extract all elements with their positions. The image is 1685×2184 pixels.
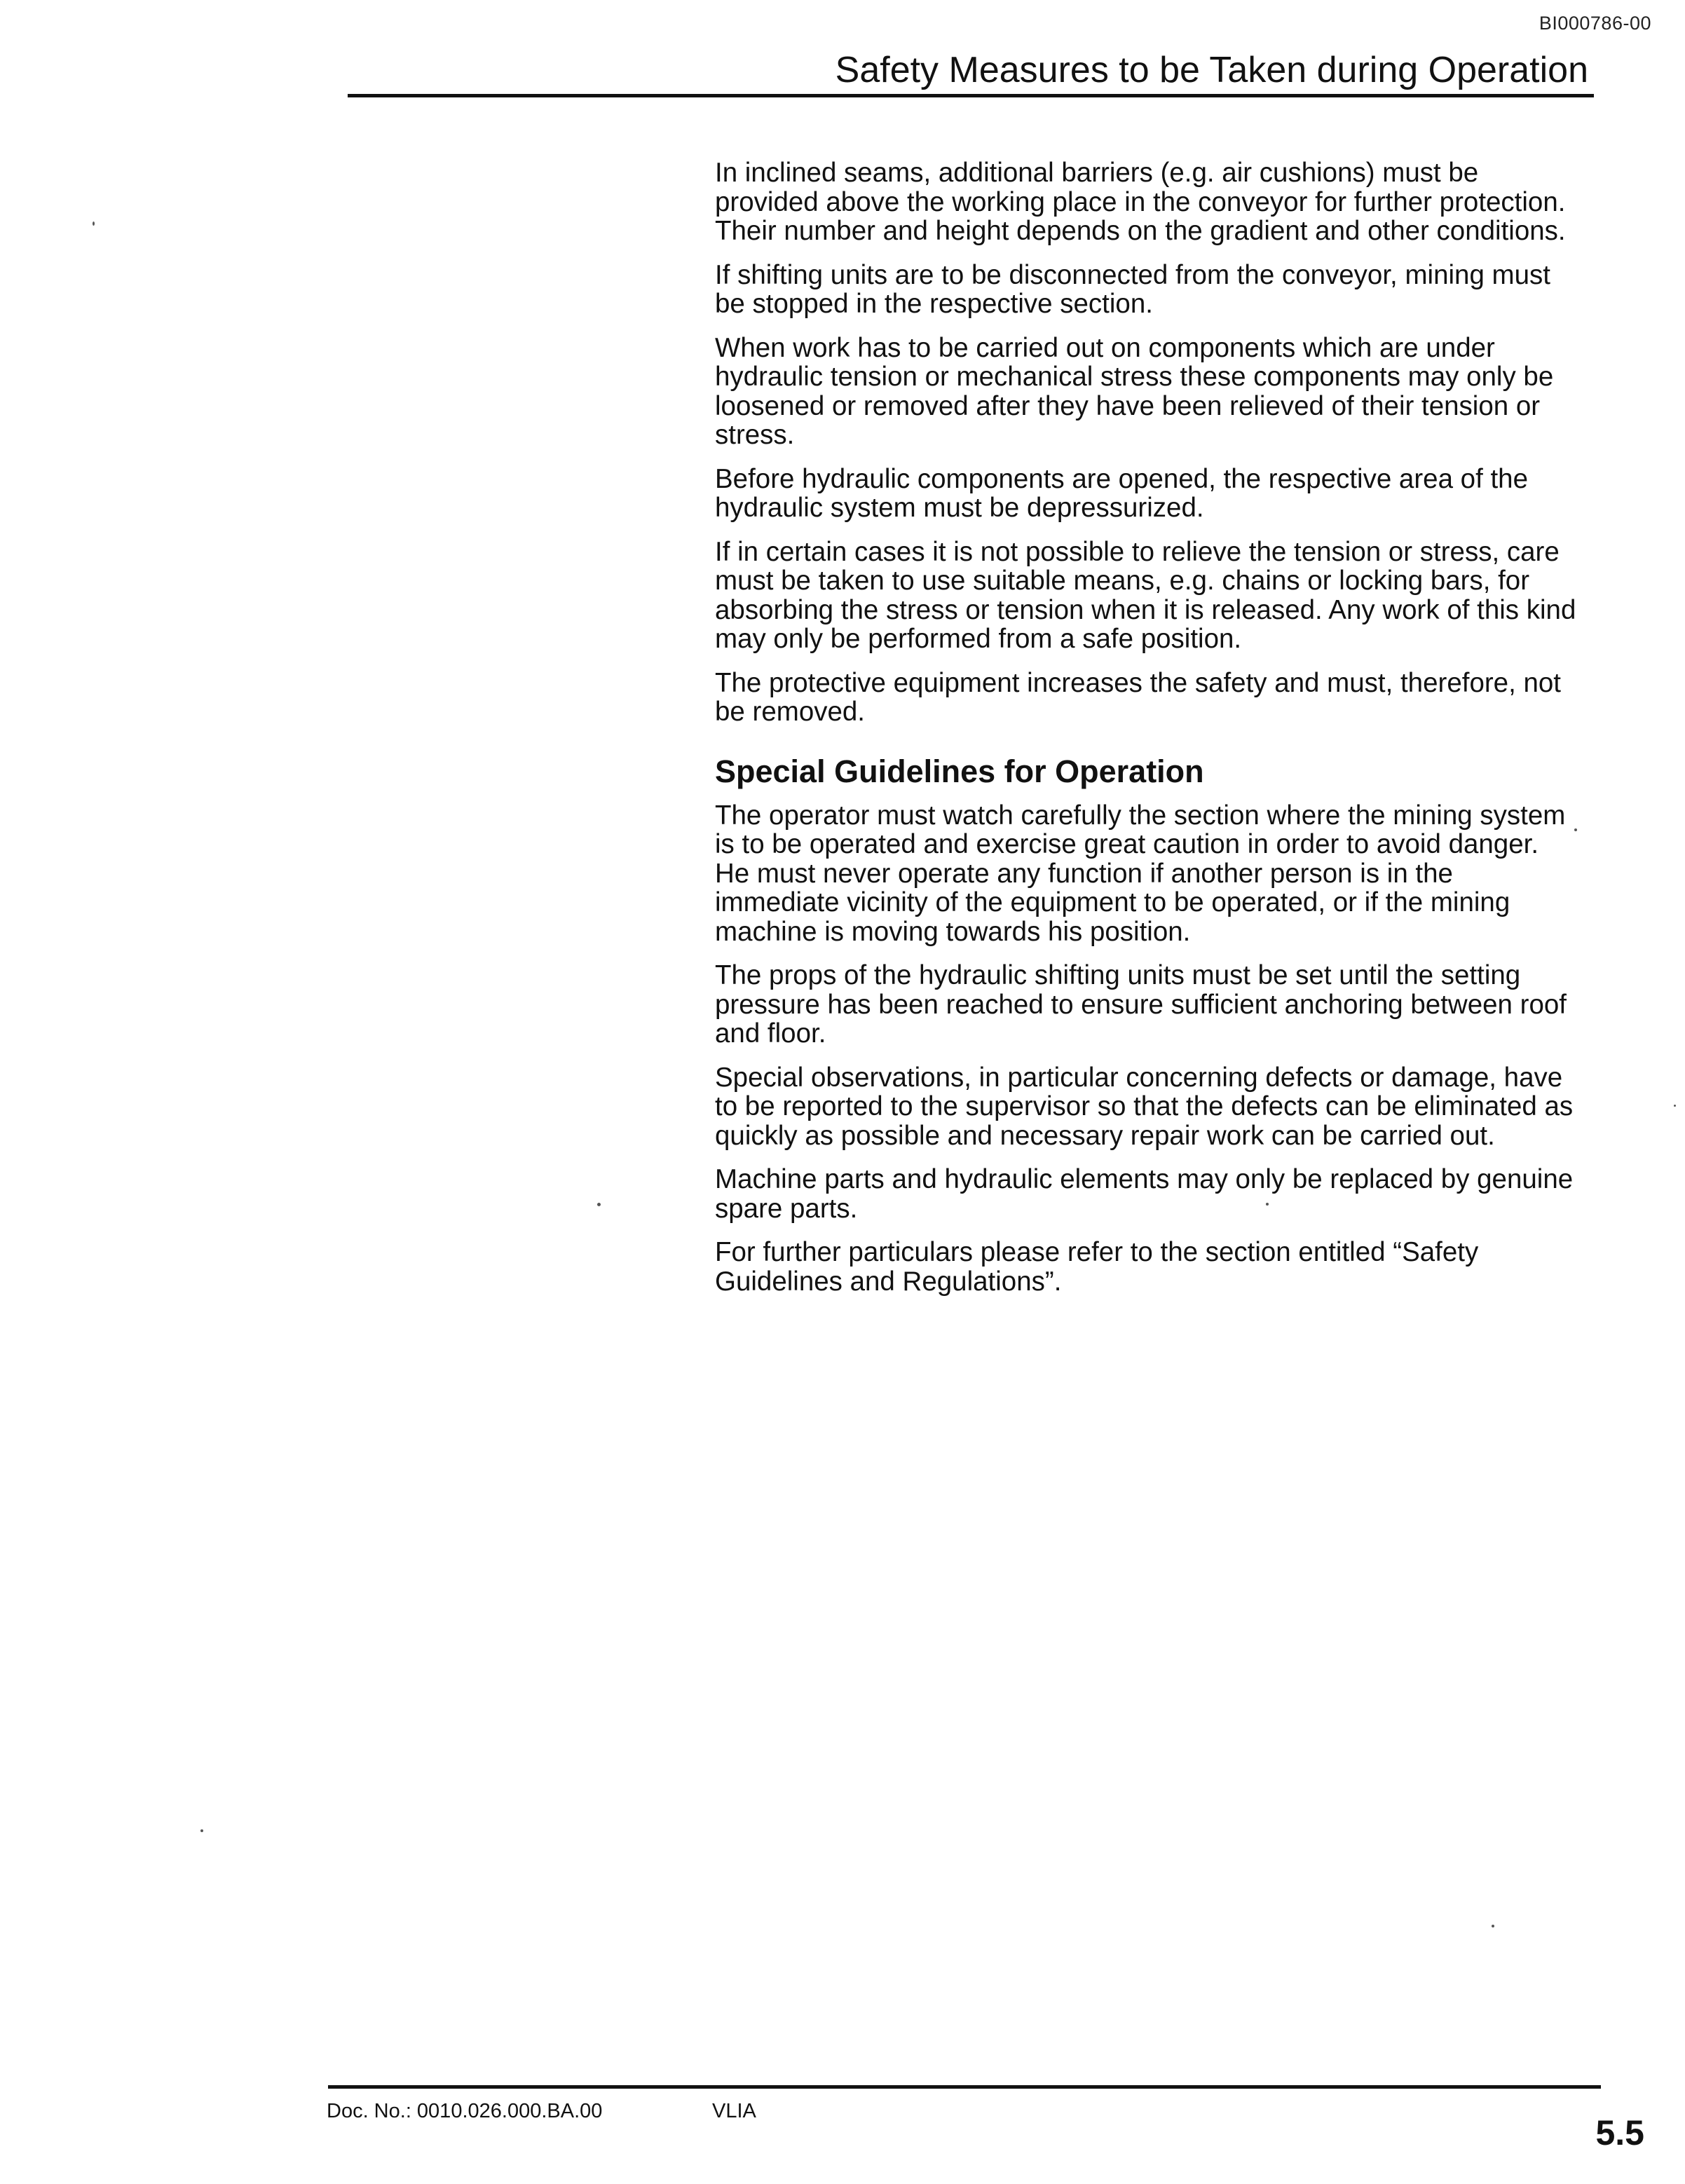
scan-speck — [1674, 1105, 1676, 1107]
page-number: 5.5 — [1595, 2113, 1644, 2152]
paragraph-spare-parts: Machine parts and hydraulic elements may only be replaced by genuine spare parts. — [715, 1164, 1574, 1224]
paragraph-hydraulic-tension: When work has to be carried out on components which are under hydraulic tension or mechanical stress these components may only be loosened or removed after they have been relieved of their tension or stress. — [715, 332, 1554, 450]
footer-rule — [328, 2085, 1601, 2089]
paragraph-special-observations: Special observations, in particular concerning defects or damage, have to be reported to the supervisor so that the defects can be eliminated as quickly as possible and necessary repair work can be carried out. — [715, 1062, 1574, 1151]
scan-speck — [1574, 828, 1577, 831]
document-id: BI000786-00 — [1539, 13, 1651, 34]
paragraph-inclined-seams: In inclined seams, additional barriers (e.g. air cushions) must be provided above the working place in the conveyor for further protection. Their number and height depends on the gradient and other conditions. — [715, 158, 1566, 246]
paragraph-depressurize: Before hydraulic components are opened, the respective area of the hydraulic system must be depressurized. — [715, 463, 1529, 523]
page-title: Safety Measures to be Taken during Operation — [835, 50, 1588, 90]
paragraph-relieve-tension: If in certain cases it is not possible to relieve the tension or stress, care must be taken to use suitable means, e.g. chains or locking bars, for absorbing the stress or tension when it is released. Any work of this kind may only be performed from a safe position. — [715, 536, 1576, 654]
main-content — [715, 158, 1577, 1311]
paragraph-protective-equipment: The protective equipment increases the safety and must, therefore, not be removed. — [715, 667, 1561, 727]
scan-speck — [597, 1203, 601, 1206]
paragraph-further-particulars: For further particulars please refer to the section entitled “Safety Guidelines and Regulations”. — [715, 1237, 1479, 1297]
header-rule — [348, 94, 1594, 97]
footer-doc-number: Doc. No.: 0010.026.000.BA.00 — [327, 2100, 603, 2122]
section-heading: Special Guidelines for Operation — [715, 753, 1204, 789]
paragraph-operator-watch: The operator must watch carefully the section where the mining system is to be operated and exercise great caution in order to avoid danger. He must never operate any function if another person is in the immediate vicinity of the equipment to be operated, or if the mining machine is moving towards his position. — [715, 800, 1566, 947]
paragraph-props-setting: The props of the hydraulic shifting units must be set until the setting pressure has been reached to ensure sufficient anchoring between roof and floor. — [715, 960, 1567, 1049]
scan-speck — [200, 1829, 203, 1832]
footer-code: VLIA — [712, 2100, 756, 2122]
scan-speck — [1492, 1925, 1494, 1927]
scan-speck — [93, 221, 95, 226]
paragraph-shifting-units: If shifting units are to be disconnected from the conveyor, mining must be stopped in the respective section. — [715, 259, 1550, 319]
scan-speck — [1266, 1203, 1269, 1206]
